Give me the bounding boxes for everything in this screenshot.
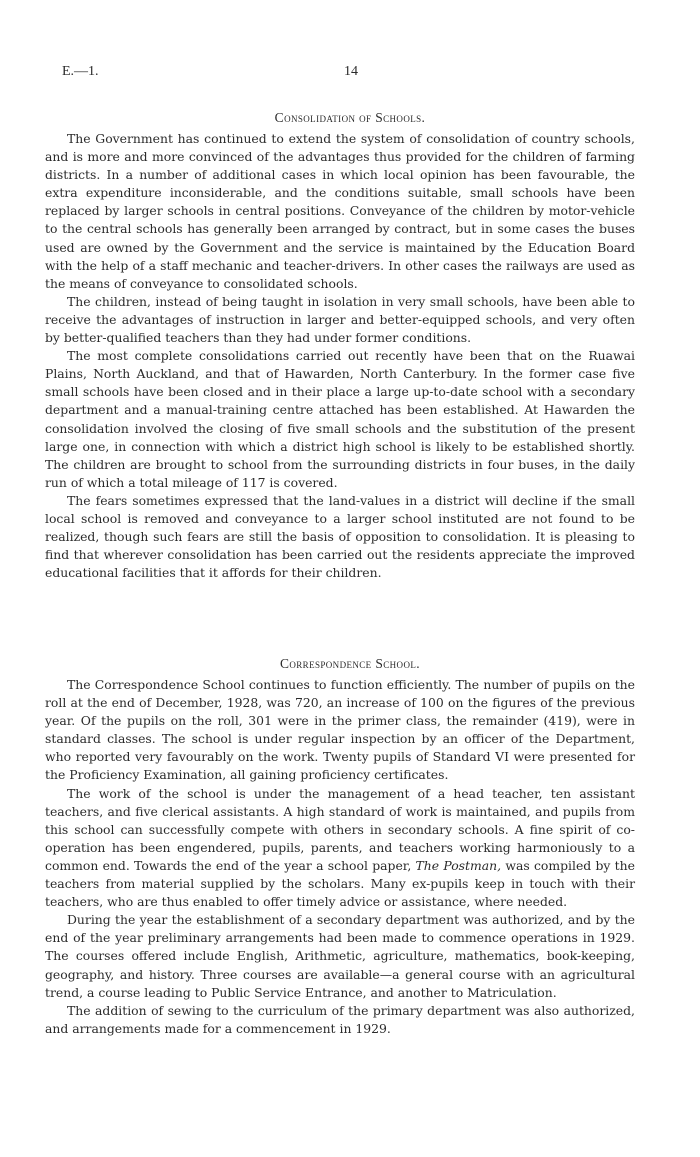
- paragraph: The fears sometimes expressed that the land-values in a district will decline if the small local school is removed and conveyance to a larger school instituted are not found to be realized, though such fears are still the basis of opposition to consolidation. It is pleasing to find that wherever consolidation has been carried out the residents appreciate the improved educational facilities that it affords for their children.: [45, 492, 635, 581]
- text-run: The work of the school is under the management of a head teacher, ten assistant teachers, and five clerical assistants. A high standard of work is maintained, and pupils from this school can successfully compete with others in secondary schools. A fine spirit of co-operation has been engendered, pupils, parents, and teachers working harmoniously to a common end. Towards the end of the year a school paper,: [45, 785, 635, 873]
- publication-title: The Postman,: [415, 857, 502, 873]
- section-consolidation: [45, 130, 635, 582]
- page-header: [62, 64, 638, 84]
- paragraph: The Correspondence School continues to function efficiently. The number of pupils on the roll at the end of December, 1928, was 720, an increase of 100 on the figures of the previous year. Of the pupils on the roll, 301 were in the primer class, the remainder (419), were in standard classes. The school is under regular inspection by an officer of the Department, who reported very favourably on the work. Twenty pupils of Standard VI were presented for the Proficiency Examination, all gaining proficiency certificates.: [45, 677, 635, 783]
- paragraph: The Government has continued to extend the system of consolidation of country schools, and is more and more convinced of the advantages thus provided for the children of farming districts. In a number of additional cases in which local opinion has been favourable, the extra expenditure inconsiderable, and the conditions suitable, small schools have been replaced by larger schools in central positions. Conveyance of the children by motor-vehicle to the central schools has generally been arranged by contract, but in some cases the buses used are owned by the Government and the service is maintained by the Education Board with the help of a staff mechanic and teacher-drivers. In other cases the railways are used as the means of conveyance to consolidated schools.: [45, 131, 635, 291]
- paragraph: [45, 785, 635, 912]
- paragraph: During the year the establishment of a secondary department was authorized, and by the end of the year preliminary arrangements had been made to commence operations in 1929. The courses offered include English, Arithmetic, agriculture, mathematics, book-keeping, geography, and history. Three courses are available—a general course with an agricultural trend, a course leading to Public Service Entrance, and another to Matriculation.: [45, 912, 635, 1000]
- document-reference: E.—1.: [62, 64, 99, 79]
- paragraph: The most complete consolidations carried out recently have been that on the Ruawai Plains, North Auckland, and that of Hawarden, North Canterbury. In the former case five small schools have been closed and in their place a large up-to-date school with a secondary department and a manual-training centre attached has been established. At Hawarden the consolidation involved the closing of five small schools and the substitution of the present large one, in connection with which a district high school is likely to be established shortly. The children are brought to school from the surrounding districts in four buses, in the daily run of which a total mileage of 117 is covered.: [45, 348, 635, 490]
- paragraph: The addition of sewing to the curriculum of the primary department was also authorized, and arrangements made for a commencement in 1929.: [45, 1002, 635, 1036]
- section-heading-consolidation: Consolidation of Schools.: [274, 110, 426, 125]
- paragraph: The children, instead of being taught in isolation in very small schools, have been able to receive the advantages of instruction in larger and better-equipped schools, and very often by better-qualified teachers than they had under former conditions.: [45, 293, 635, 346]
- section-correspondence: [45, 676, 635, 1038]
- page-number: 14: [344, 64, 358, 79]
- text-run: was compiled by the teachers from material supplied by the scholars. Many ex-pupils keep in touch with their teachers, who are thus enabled to offer timely advice or assistance, where needed.: [45, 857, 635, 910]
- section-heading-correspondence: Correspondence School.: [279, 656, 421, 671]
